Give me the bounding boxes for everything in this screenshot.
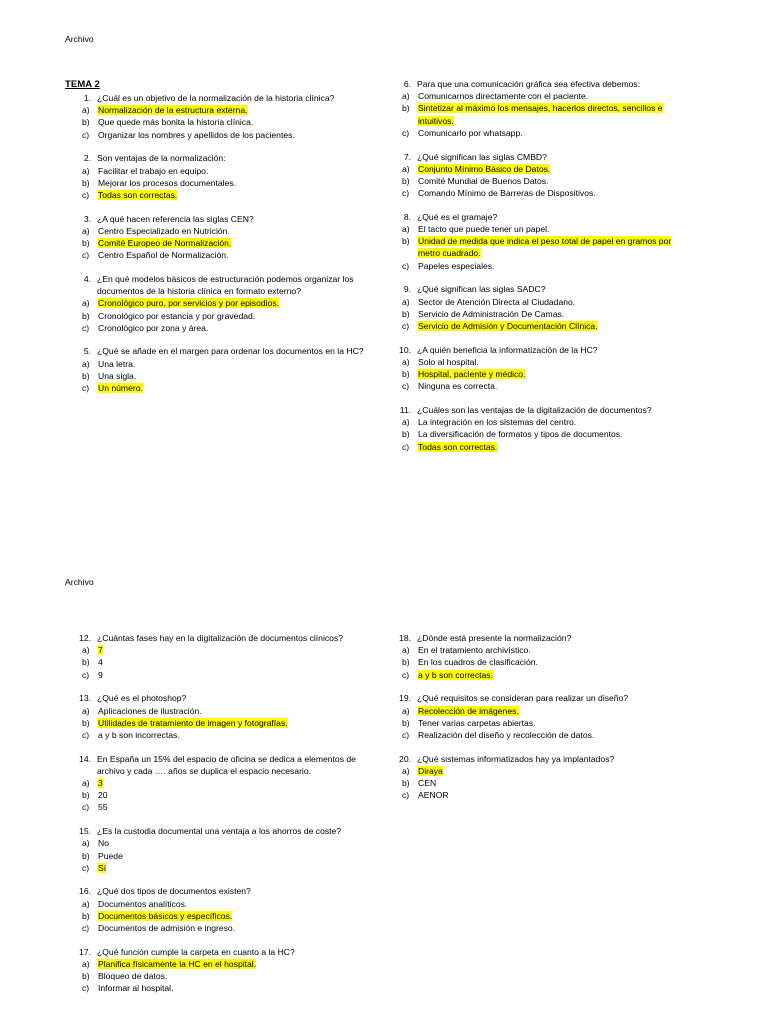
option-letter: a)	[402, 765, 410, 776]
option-text: Realización del diseño y recolección de datos.	[418, 729, 595, 740]
question-number: 14.	[79, 753, 91, 764]
question-block	[385, 283, 695, 332]
option-text: 4	[98, 657, 103, 668]
answer-option	[385, 644, 695, 656]
answer-option-correct	[65, 862, 370, 874]
question-text: ¿Qué significan las siglas CMBD?	[417, 151, 547, 162]
question-line	[385, 632, 695, 644]
option-letter: c)	[82, 129, 90, 140]
question-line	[385, 692, 695, 704]
option-letter: c)	[402, 381, 410, 392]
option-letter: c)	[402, 729, 410, 740]
option-text: Que quede más bonita la historia clínica.	[98, 117, 254, 128]
question-number: 1.	[83, 93, 91, 103]
answer-option	[385, 175, 695, 187]
highlighted-answer-text: Sintetizar al máximo los mensajes, hacerlos directos, sencillos e intuitivos.	[418, 103, 663, 126]
answer-option-correct	[65, 717, 370, 729]
question-number: 12.	[79, 633, 91, 643]
option-letter: c)	[82, 383, 90, 394]
option-text: Comité Mundial de Buenos Datos.	[418, 175, 549, 186]
option-text: Informar al hospital.	[98, 983, 174, 994]
highlighted-answer-text: Todas son correctas.	[418, 441, 498, 452]
option-text: Documentos de admisión e ingreso.	[98, 923, 236, 934]
option-letter: a)	[82, 838, 90, 849]
option-text: Documentos analíticos.	[98, 898, 188, 909]
option-text: Ninguna es correcta.	[418, 381, 498, 392]
question-line	[65, 825, 370, 837]
question-line	[385, 78, 695, 90]
highlighted-answer-text: Planifica físicamente la HC en el hospital.	[98, 958, 257, 969]
question-text: ¿Qué significan las siglas SADC?	[417, 284, 546, 295]
answer-option	[385, 296, 695, 308]
option-letter: c)	[402, 127, 410, 138]
option-text: CEN	[418, 778, 437, 789]
question-text: ¿Dónde está presente la normalización?	[417, 633, 572, 643]
question-line	[385, 344, 695, 356]
option-letter: c)	[402, 320, 410, 331]
question-number: 3.	[83, 213, 91, 224]
answer-option	[385, 789, 695, 801]
option-letter: b)	[82, 370, 90, 381]
option-letter: a)	[82, 958, 90, 969]
highlighted-answer-text: 3	[98, 778, 103, 789]
answer-option	[385, 223, 695, 235]
option-letter: c)	[402, 260, 410, 271]
question-text: ¿Qué es el gramaje?	[417, 211, 498, 222]
question-block	[65, 213, 370, 262]
question-text: ¿Qué sistemas informatizados hay ya implantados?	[417, 753, 615, 764]
option-letter: b)	[82, 850, 90, 861]
answer-option	[385, 416, 695, 428]
option-letter: a)	[82, 778, 90, 789]
option-letter: b)	[402, 778, 410, 789]
question-block	[385, 404, 695, 453]
answer-option-correct	[65, 958, 370, 970]
option-letter: a)	[402, 417, 410, 428]
question-text: En España un 15% del espacio de oficina se dedica a elementos de archivo y cada …. años se duplica el espacio necesario.	[97, 753, 356, 776]
answer-option-correct	[385, 102, 695, 126]
question-number: 5.	[83, 346, 91, 357]
highlighted-answer-text: Documentos básicos y específicos.	[98, 910, 233, 921]
question-text: ¿Cuántas fases hay en la digitalización de documentos clínicos?	[97, 633, 344, 643]
question-block	[385, 753, 695, 802]
page-1-left-column	[65, 92, 370, 406]
highlighted-answer-text: Cronológico puro, por servicios y por episodios.	[98, 298, 280, 309]
answer-option	[65, 970, 370, 982]
question-text: ¿Qué se añade en el margen para ordenar los documentos en la HC?	[97, 346, 364, 357]
answer-option	[65, 922, 370, 934]
question-line	[65, 946, 370, 958]
option-text: AENOR	[418, 790, 449, 801]
answer-option	[65, 850, 370, 862]
answer-option	[65, 310, 370, 322]
option-text: En el tratamiento archivístico.	[418, 645, 531, 656]
answer-option-correct	[385, 235, 695, 259]
question-block	[65, 152, 370, 201]
option-text: Centro Especializado en Nutrición.	[98, 225, 230, 236]
option-letter: a)	[82, 298, 90, 309]
question-number: 6.	[403, 79, 411, 89]
question-block	[65, 632, 370, 681]
option-text: Cronológico por estancia y por gravedad.	[98, 310, 256, 321]
question-number: 4.	[83, 273, 91, 284]
option-text: Una sigla.	[98, 370, 137, 381]
highlighted-answer-text: Servicio de Admisión y Documentación Clínica.	[418, 320, 598, 331]
question-number: 16.	[79, 886, 91, 897]
option-text: Centro Español de Normalización.	[98, 250, 229, 261]
question-number: 2.	[83, 153, 91, 164]
option-letter: b)	[402, 103, 410, 114]
question-block	[65, 692, 370, 741]
answer-option	[65, 729, 370, 741]
question-text: Son ventajas de la normalización:	[97, 153, 226, 164]
highlighted-answer-text: a y b son correctas.	[418, 669, 493, 680]
question-line	[65, 273, 370, 297]
question-number: 13.	[79, 693, 91, 704]
question-block	[65, 92, 370, 141]
option-text: 9	[98, 669, 103, 680]
question-line	[385, 211, 695, 223]
answer-option-correct	[65, 237, 370, 249]
question-text: ¿Cuál es un objetivo de la normalización de la historia clínica?	[97, 93, 335, 103]
question-line	[65, 345, 370, 357]
answer-option-correct	[385, 163, 695, 175]
page-1-header: Archivo	[65, 34, 94, 44]
question-line	[385, 283, 695, 295]
page-2-header: Archivo	[65, 577, 94, 587]
question-number: 19.	[399, 693, 411, 704]
option-text: Puede	[98, 850, 123, 861]
option-letter: c)	[82, 983, 90, 994]
option-text: Tener varias carpetas abiertas.	[418, 717, 536, 728]
question-block	[65, 273, 370, 334]
question-block	[385, 211, 695, 272]
option-letter: a)	[82, 705, 90, 716]
question-block	[385, 632, 695, 681]
question-block	[385, 692, 695, 741]
question-line	[65, 92, 370, 104]
question-line	[65, 632, 370, 644]
option-letter: c)	[402, 669, 410, 680]
option-letter: c)	[82, 322, 90, 333]
question-text: Para que una comunicación gráfica sea efectiva debemos:	[417, 79, 641, 89]
option-letter: c)	[82, 250, 90, 261]
question-block	[65, 825, 370, 874]
answer-option	[65, 116, 370, 128]
answer-option-correct	[385, 765, 695, 777]
answer-option	[65, 898, 370, 910]
option-text: El tacto que puede tener un papel.	[418, 224, 550, 235]
option-text: Papeles especiales.	[418, 260, 495, 271]
option-letter: b)	[82, 657, 90, 668]
option-letter: c)	[82, 669, 90, 680]
answer-option	[65, 322, 370, 334]
option-text: No	[98, 838, 109, 849]
highlighted-answer-text: Utilidades de tratamiento de imagen y fotografías.	[98, 717, 288, 728]
answer-option-correct	[65, 910, 370, 922]
question-number: 11.	[399, 404, 411, 415]
option-text: Facilitar el trabajo en equipo.	[98, 165, 209, 176]
highlighted-answer-text: Unidad de medida que indica el peso total de papel en gramos por metro cuadrado.	[418, 236, 672, 259]
option-text: 20	[98, 790, 108, 801]
answer-option	[65, 669, 370, 681]
option-letter: b)	[402, 717, 410, 728]
option-text: Comunicarlo por whatsapp.	[418, 127, 523, 138]
question-number: 18.	[399, 633, 411, 643]
option-letter: a)	[82, 105, 90, 116]
option-letter: a)	[402, 224, 410, 235]
option-text: Cronológico por zona y área.	[98, 322, 209, 333]
answer-option-correct	[65, 104, 370, 116]
question-number: 20.	[399, 753, 411, 764]
answer-option	[65, 801, 370, 813]
answer-option-correct	[65, 644, 370, 656]
option-letter: a)	[402, 705, 410, 716]
question-text: ¿Es la custodia documental una ventaja a los ahorros de coste?	[97, 826, 342, 837]
question-block	[385, 78, 695, 139]
option-text: a y b son incorrectas.	[98, 729, 180, 740]
option-letter: b)	[82, 310, 90, 321]
question-line	[385, 151, 695, 163]
highlighted-answer-text: Todas son correctas.	[98, 189, 178, 200]
answer-option	[385, 308, 695, 320]
answer-option	[65, 837, 370, 849]
question-block	[65, 753, 370, 814]
option-text: Comando Mínimo de Barreras de Dispositivos.	[418, 188, 596, 199]
question-text: ¿En qué modelos básicos de estructuración podemos organizar los documentos de la historia clínica en formato externo?	[97, 273, 354, 297]
question-text: ¿Qué es el photoshop?	[97, 693, 187, 704]
option-letter: c)	[82, 189, 90, 200]
option-letter: b)	[402, 369, 410, 380]
option-letter: c)	[402, 188, 410, 199]
option-text: En los cuadros de clasificación.	[418, 657, 538, 668]
question-text: ¿A quién beneficia la informatización de la HC?	[417, 344, 598, 355]
option-text: La integración en los sistemas del centro.	[418, 417, 577, 428]
option-text: Una letra.	[98, 358, 136, 369]
question-line	[65, 753, 370, 777]
option-letter: c)	[82, 923, 90, 934]
option-letter: a)	[82, 898, 90, 909]
answer-option	[65, 165, 370, 177]
option-letter: a)	[402, 296, 410, 307]
option-letter: b)	[82, 238, 90, 249]
question-line	[65, 885, 370, 897]
highlighted-answer-text: Comité Europeo de Normalización.	[98, 238, 232, 249]
question-line	[65, 692, 370, 704]
answer-option	[65, 982, 370, 994]
question-number: 7.	[403, 151, 411, 162]
answer-option-correct	[385, 320, 695, 332]
option-letter: a)	[82, 165, 90, 176]
highlighted-answer-text: Recolección de imágenes.	[418, 705, 519, 716]
option-letter: a)	[402, 91, 410, 102]
option-letter: c)	[402, 790, 410, 801]
highlighted-answer-text: Conjunto Mínimo Básico de Datos.	[418, 163, 551, 174]
question-text: ¿Qué función cumple la carpeta en cuanto a la HC?	[97, 946, 295, 957]
question-block	[65, 946, 370, 995]
question-line	[65, 152, 370, 164]
option-letter: b)	[82, 971, 90, 982]
option-text: Sector de Atención Directa al Ciudadano.	[418, 296, 576, 307]
answer-option	[385, 717, 695, 729]
option-letter: c)	[402, 441, 410, 452]
question-number: 10.	[399, 344, 411, 355]
highlighted-answer-text: Normalización de la estructura externa.	[98, 105, 248, 116]
answer-option	[385, 356, 695, 368]
highlighted-answer-text: Hospital, paciente y médico.	[418, 369, 526, 380]
page-2-right-column	[385, 632, 695, 813]
answer-option	[65, 370, 370, 382]
option-letter: b)	[402, 429, 410, 440]
highlighted-answer-text: Diraya	[418, 765, 443, 776]
option-letter: a)	[402, 645, 410, 656]
option-text: Aplicaciones de ilustración.	[98, 705, 202, 716]
option-letter: a)	[82, 645, 90, 656]
option-letter: b)	[82, 717, 90, 728]
answer-option	[385, 90, 695, 102]
option-letter: b)	[82, 117, 90, 128]
answer-option-correct	[65, 382, 370, 394]
option-text: La diversificación de formatos y tipos de documentos.	[418, 429, 623, 440]
answer-option	[65, 656, 370, 668]
answer-option-correct	[385, 669, 695, 681]
option-letter: a)	[82, 358, 90, 369]
option-text: Bloqueo de datos.	[98, 971, 168, 982]
highlighted-answer-text: 7	[98, 645, 103, 656]
page-1-right-column	[385, 78, 695, 464]
question-line	[385, 404, 695, 416]
answer-option-correct	[385, 441, 695, 453]
highlighted-answer-text: Sí	[98, 862, 107, 873]
answer-option	[65, 789, 370, 801]
option-text: 55	[98, 802, 108, 813]
option-letter: b)	[82, 910, 90, 921]
answer-option	[385, 187, 695, 199]
question-block	[65, 345, 370, 394]
option-text: Mejorar los procesos documentales.	[98, 177, 237, 188]
highlighted-answer-text: Un número.	[98, 383, 143, 394]
answer-option-correct	[385, 705, 695, 717]
page-2-left-column	[65, 632, 370, 1006]
question-number: 9.	[403, 284, 411, 295]
question-text: ¿Qué dos tipos de documentos existen?	[97, 886, 251, 897]
question-line	[385, 753, 695, 765]
question-number: 17.	[79, 946, 91, 957]
answer-option-correct	[65, 297, 370, 309]
answer-option-correct	[385, 368, 695, 380]
answer-option	[65, 705, 370, 717]
option-text: Comunicarnos directamente con el paciente.	[418, 91, 589, 102]
answer-option	[385, 260, 695, 272]
option-letter: a)	[402, 356, 410, 367]
answer-option	[385, 127, 695, 139]
option-letter: b)	[82, 177, 90, 188]
option-letter: c)	[82, 862, 90, 873]
option-text: Organizar los nombres y apellidos de los pacientes.	[98, 129, 295, 140]
answer-option	[65, 358, 370, 370]
answer-option	[65, 177, 370, 189]
question-text: ¿A qué hacen referencia las siglas CEN?	[97, 213, 254, 224]
question-block	[385, 344, 695, 393]
option-letter: b)	[82, 790, 90, 801]
answer-option-correct	[65, 777, 370, 789]
option-text: Solo al hospital.	[418, 356, 479, 367]
answer-option	[65, 129, 370, 141]
option-letter: b)	[402, 236, 410, 247]
option-letter: c)	[82, 802, 90, 813]
answer-option	[385, 428, 695, 440]
option-letter: b)	[402, 308, 410, 319]
answer-option	[385, 777, 695, 789]
option-letter: b)	[402, 657, 410, 668]
option-letter: a)	[402, 163, 410, 174]
question-number: 8.	[403, 211, 411, 222]
option-text: Servicio de Administración De Camas.	[418, 308, 565, 319]
question-text: ¿Cuáles son las ventajas de la digitalización de documentos?	[417, 404, 652, 415]
answer-option	[385, 380, 695, 392]
question-number: 15.	[79, 826, 91, 837]
answer-option	[385, 656, 695, 668]
option-letter: c)	[82, 729, 90, 740]
answer-option	[65, 249, 370, 261]
answer-option-correct	[65, 189, 370, 201]
question-block	[65, 885, 370, 934]
answer-option	[65, 225, 370, 237]
answer-option	[385, 729, 695, 741]
question-block	[385, 151, 695, 200]
option-letter: b)	[402, 175, 410, 186]
question-text: ¿Qué requisitos se consideran para realizar un diseño?	[417, 693, 629, 704]
page-title: TEMA 2	[65, 79, 100, 90]
option-letter: a)	[82, 225, 90, 236]
question-line	[65, 213, 370, 225]
